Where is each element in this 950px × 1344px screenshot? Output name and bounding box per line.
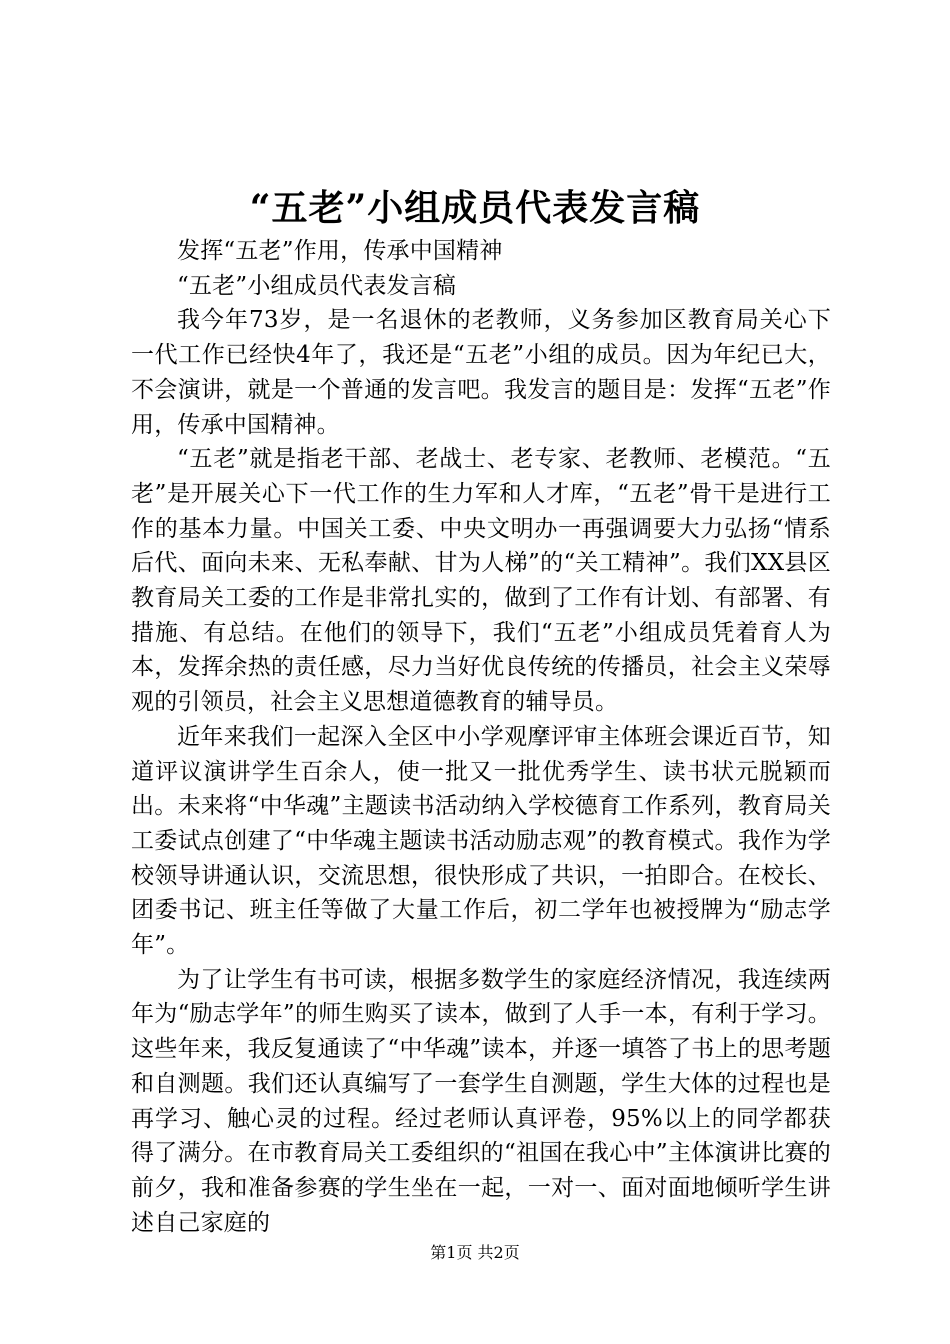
paragraph: 近年来我们一起深入全区中小学观摩评审主体班会课近百节，知道评议演讲学生百余人，使一批又一批优秀学生、读书状元脱颖而出。未来将“中华魂”主题读书活动纳入学校德育工作系列，教育局关工委试点创建了“中华魂主题读书活动励志观”的教育模式。我作为学校领导讲通认识，交流思想，很快形成了共识，一拍即合。在校长、团委书记、班主任等做了大量工作后，初二学年也被授牌为“励志学年”。 (131, 723, 831, 959)
document-title: “五老”小组成员代表发言稿 (249, 187, 701, 229)
paragraph: 我今年73岁，是一名退休的老教师，义务参加区教育局关心下一代工作已经快4年了，我还是“五老”小组的成员。因为年纪已大，不会演讲，就是一个普通的发言吧。我发言的题目是：发挥“五老”作用，传承中国精神。 (131, 307, 831, 438)
paragraph: 为了让学生有书可读，根据多数学生的家庭经济情况，我连续两年为“励志学年”的师生购买了读本，做到了人手一本，有利于学习。这些年来，我反复通读了“中华魂”读本，并逐一填答了书上的思考题和自测题。我们还认真编写了一套学生自测题，学生大体的过程也是再学习、触心灵的过程。经过老师认真评卷，95%以上的同学都获得了满分。在市教育局关工委组织的“祖国在我心中”主体演讲比赛的前夕，我和准备参赛的学生坐在一起，一对一、面对面地倾听学生讲述自己家庭的 (131, 966, 831, 1236)
document-body (131, 234, 831, 1240)
paragraph-heading: “五老”小组成员代表发言稿 (177, 272, 457, 299)
paragraph-subtitle: 发挥“五老”作用，传承中国精神 (177, 238, 503, 264)
paragraph: “五老”就是指老干部、老战士、老专家、老教师、老模范。“五老”是开展关心下一代工作的生力军和人才库，“五老”骨干是进行工作的基本力量。中国关工委、中央文明办一再强调要大力弘扬“情系后代、面向未来、无私奉献、甘为人梯”的“关工精神”。我们XX县区教育局关工委的工作是非常扎实的，做到了工作有计划、有部署、有措施、有总结。在他们的领导下，我们“五老”小组成员凭着育人为本，发挥余热的责任感，尽力当好优良传统的传播员，社会主义荣辱观的引领员，社会主义思想道德教育的辅导员。 (131, 446, 831, 716)
page-number-footer: 第1页 共2页 (430, 1243, 520, 1262)
